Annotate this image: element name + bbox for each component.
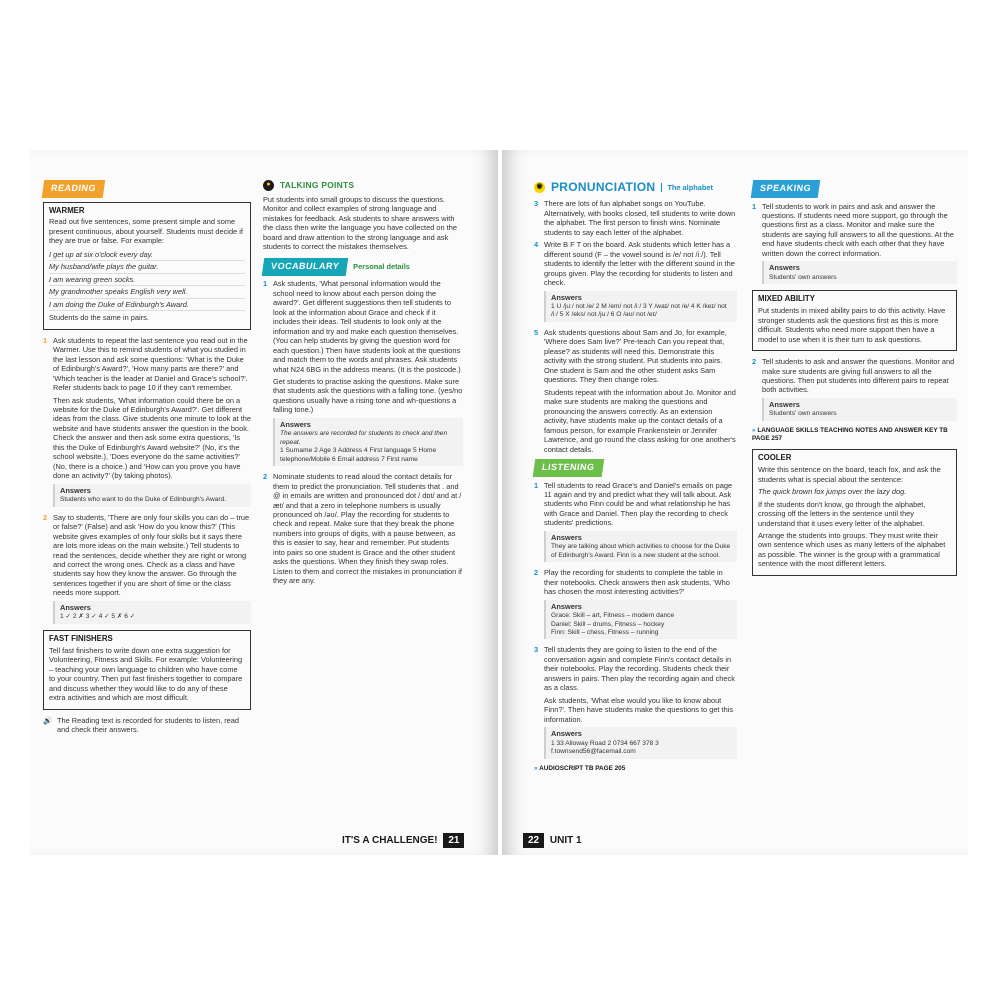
reference-text: LANGUAGE SKILLS TEACHING NOTES AND ANSWER KEY TB PAGE 257: [752, 426, 948, 443]
answers-box: [53, 484, 251, 507]
vocab-item-2: [263, 472, 463, 586]
answers-title: Answers: [769, 263, 800, 273]
item-number: 1: [752, 201, 757, 211]
answers-box: [53, 601, 251, 624]
item-number: 4: [534, 240, 539, 250]
answers-box: [544, 291, 737, 322]
answers-body: 1 U /juː/ not /e/ 2 M /em/ not /iː/ 3 Y /waɪ/ not /e/ 4 K /keɪ/ not /iː/ 5 X /eks/ not /juː/ 6 O /əʊ/ not /eɪ/: [551, 303, 727, 319]
footer-title: UNIT 1: [549, 835, 582, 846]
fast-finishers-title: FAST FINISHERS: [49, 633, 113, 643]
item-number: 2: [752, 357, 757, 367]
item-text: Ask students to repeat the last sentence you read out in the Warmer. Use this to remind students of what you studied in the last lesson and ask some questions: 'What is the Duke of Edinburgh's Award?', 'How many parts are there?' and 'Which teacher is the leader at Daniel and Grace's school?'. Refer students back to page 10 if they can't remember.: [53, 335, 248, 393]
pronunciation-icon: ◉: [534, 182, 545, 193]
fast-finishers-body: Tell fast finishers to write down one extra suggestion for Volunteering, Fitness and Skills. For example: Volunteering – teaching your own language to children who have come to your country. Then put fast finishers together to compare and discuss whether they would like to do any of these extra activities and which are most difficult.: [49, 645, 243, 703]
pronunciation-subtitle: The alphabet: [661, 183, 713, 192]
item-text: Ask students questions about Sam and Jo, for example, 'Where does Sam live?' Pre-teach Can you repeat that, please? as students will need this. Demonstrate this activity with the strong student. Put students into pairs. One student is Sam and the other student asks Sam questions. They then change roles.: [544, 327, 727, 385]
item-text: Tell students to ask and answer the questions. Monitor and make sure students are giving full answers to all the questions. Then put students into different pairs to repeat both activities.: [762, 357, 955, 395]
cooler-example: The quick brown fox jumps over the lazy dog.: [758, 487, 907, 497]
reading-item-2: [43, 513, 251, 598]
cooler-body: Arrange the students into groups. They must write their own sentence which uses as many letters of the alphabet as possible. The winner is the group with a grammatical sentence with the most different letters.: [758, 531, 946, 569]
answers-box: [273, 418, 463, 466]
vocabulary-heading: [263, 258, 463, 276]
speaking-item-1: [752, 202, 957, 259]
vocabulary-subtitle: Personal details: [353, 261, 410, 271]
recorded-text: The Reading text is recorded for students to listen, read and check their answers.: [57, 715, 239, 735]
vocab-item-1: [263, 279, 463, 415]
item-text: Students repeat with the information about Jo. Monitor and make sure students are making the questions and pronouncing the answers correctly. As an extension activity, have students make up the contact details of a famous person, for example Frankenstein or Jennifer Lawrence, and go round the class asking for one another's contact details.: [544, 387, 736, 454]
reading-badge: READING: [42, 180, 105, 198]
warmer-example: My husband/wife plays the guitar.: [49, 261, 245, 273]
item-number: 1: [263, 279, 268, 289]
warmer-intro: Read out five sentences, some present simple and some present continuous, about yourself. Students must decide if they are true or false. For example:: [49, 217, 243, 246]
right-footer: [520, 833, 582, 848]
pronunciation-title: PRONUNCIATION: [551, 180, 656, 194]
answers-title: Answers: [551, 532, 582, 542]
warmer-example: I get up at six o'clock every day.: [49, 249, 245, 261]
item-text: Tell students they are going to listen to the end of the conversation again and complete Finn's contact details in their notebooks. Play the recording. Students check their answers in pairs. Then play the recording again and check as a class.: [544, 645, 735, 693]
warmer-title: WARMER: [49, 205, 85, 215]
right-column-1: [534, 180, 737, 779]
answers-box: [762, 398, 957, 421]
right-page: [502, 150, 968, 855]
item-text: Ask students, 'What personal information would the school need to know about each person doing the award?'. Get different suggestions then tell students to look at the information about Grace and check if it includes their ideas. Tell students to look only at the information and try and make each question themselves. (You can help students by giving the question word for each question.) Then have students look at the questions and match them to the words and phrases. Ask students what N24 6BG in the address means. (It is the postcode.): [273, 279, 461, 374]
left-page: [30, 150, 498, 855]
reading-recorded-note: [43, 716, 251, 735]
cooler-box: [752, 449, 957, 576]
item-text: There are lots of fun alphabet songs on YouTube. Alternatively, with books closed, tell students to write down the alphabet. The first person to finish wins. Nominate students to say each letter of the alphabet.: [544, 199, 736, 237]
reference-text: AUDIOSCRIPT TB PAGE 205: [539, 764, 626, 772]
pronunciation-heading: [534, 180, 737, 195]
item-text: Tell students to read Grace's and Daniel's emails on page 11 again and try and predict what they will talk about. Ask students who Finn could be and what relationship he has with Grace and Daniel. Then play the recording to check students' predictions.: [544, 480, 733, 528]
answers-title: Answers: [551, 292, 582, 302]
item-text: Say to students, 'There are only four skills you can do – true or false?' (False) and ask 'How do you know this?' (This website gives examples of only four skills but it says there are lots more ideas on the main website.) Tell students to read the sentences, decide whether they are right or wrong and correct the wrong ones. Check as a class and have students say how they know the answer. Go through the sentences together if you are short of time or the class needs more support.: [53, 512, 250, 598]
warmer-outro: Students do the same in pairs.: [49, 313, 149, 323]
right-column-2: [752, 180, 957, 582]
warmer-example: My grandmother speaks English very well.: [49, 286, 245, 298]
answers-body: Students who want to do the Duke of Edinburgh's Award.: [60, 496, 227, 504]
talking-points-title: TALKING POINTS: [280, 180, 355, 191]
item-text: Get students to practise asking the questions. Make sure that students ask the questions with a falling tone. (yes/no questions usually have a rising tone and wh-questions a falling tone.): [273, 377, 463, 415]
answers-title: Answers: [280, 419, 311, 429]
answers-body: Students' own answers: [769, 410, 837, 418]
item-text: Tell students to work in pairs and ask and answer the questions. If students need more support, go through the questions first as a class. Monitor and make sure the students are saying full answers to all the questions. At the end have students check with each other that they have written down the correct information.: [762, 201, 954, 258]
pron-item-5: [534, 328, 737, 454]
reading-item-1: [43, 336, 251, 481]
answers-box: [544, 600, 737, 640]
answers-body: Students' own answers: [769, 273, 837, 281]
answers-line: Daniel: Skill – drums, Fitness – hockey: [551, 620, 665, 628]
answers-body: 1 ✓ 2 ✗ 3 ✓ 4 ✓ 5 ✗ 6 ✓: [60, 613, 136, 621]
answers-note: The answers are recorded for students to check and then repeat.: [280, 430, 448, 446]
answers-title: Answers: [551, 729, 582, 739]
item-number: 2: [534, 568, 539, 578]
footer-title: IT'S A CHALLENGE!: [342, 835, 438, 846]
left-column-2: [263, 180, 463, 589]
cooler-title: COOLER: [758, 453, 792, 463]
pron-item-4: [534, 240, 737, 287]
answers-body: 1 33 Alloway Road 2 0734 667 378 3 f.townsend56@facemail.com: [551, 739, 659, 756]
item-number: 2: [263, 472, 268, 482]
speaking-item-2: [752, 357, 957, 395]
speaking-badge: SPEAKING: [751, 180, 820, 198]
talking-points-heading: [263, 180, 463, 191]
answers-body: They are talking about which activities to choose for the Duke of Edinburgh's Award. Finn is a new student at the school.: [551, 543, 731, 559]
audioscript-reference: [534, 765, 737, 773]
item-number: 2: [43, 512, 48, 522]
warmer-example: I am doing the Duke of Edinburgh's Award.: [49, 299, 245, 311]
answers-title: Answers: [769, 399, 800, 409]
item-number: 1: [534, 480, 539, 490]
vocabulary-badge: VOCABULARY: [262, 258, 349, 276]
answers-body: 1 Surname 2 Age 3 Address 4 First language 5 Home telephone/Mobile 6 Email address 7 First name: [280, 447, 437, 463]
item-text: Write B F T on the board. Ask students which letter has a different sound (F – the vowel sound is /e/ not /iː/). Tell students to identify the letter with the different sound in the groups given. Play the recording for students to listen and check.: [544, 240, 735, 288]
mixed-ability-body: Put students in mixed ability pairs to do this activity. Have stronger students ask the questions first as this is more difficult. Students who need more support then have a model to use when it is their turn to ask questions.: [758, 306, 946, 344]
answers-title: Answers: [60, 485, 91, 495]
cooler-body: If the students don't know, go through the alphabet, crossing off the letters in the sentence until they understand that it uses every letter of the alphabet.: [758, 499, 926, 528]
item-text: Then ask students, 'What information could there be on a website for the Duke of Edinburgh's Award?'. Get different ideas from the class. Give students one minute to look at the website and have students answer the question in the book. Check the answer and then ask some extra questions, 'Is this the Duke of Edinburgh's Award website?' (No, it's the school website.), 'Does everyone do the same activities?' (No, there is a choice.) and 'How can you prove you have done an activity?' (by taking photos).: [53, 395, 252, 481]
listening-item-3: [534, 645, 737, 724]
item-text: Nominate students to read aloud the contact details for them to predict the pronunciation. Tell students that . and @ in emails are written and pronounced dot / dɒt/ and at /æt/ and that a zero in telephone numbers is usually pronounced oh /əʊ/. Play the recording for students to check and repeat. Make sure that they break the phone numbers into groups of digits, with a pause between, as this is easier to say, hear and remember. Put students into pairs so one student is Grace and the other student asks the questions. When they finish they swap roles. Listen to them and correct the mistakes in pronunciation if they are any.: [273, 472, 462, 586]
warmer-box: [43, 202, 251, 330]
item-text: Play the recording for students to complete the table in their notebooks. Check answers then ask students, 'Who has chosen the most interesting activities?': [544, 568, 730, 597]
talking-points-icon: ●: [263, 180, 274, 191]
page-number: 21: [443, 833, 464, 848]
cooler-body: Write this sentence on the board, teach fox, and ask the students what is special about the sentence:: [758, 465, 941, 484]
pron-item-3: [534, 199, 737, 237]
listening-item-2: [534, 568, 737, 596]
answers-line: Grace: Skill – art, Fitness – modern dance: [551, 612, 675, 620]
listening-badge: LISTENING: [533, 459, 604, 477]
item-number: 5: [534, 327, 539, 337]
item-number: 1: [43, 335, 48, 345]
double-chevron-icon: »: [752, 426, 756, 434]
answers-line: Finn: Skill – chess, Fitness – running: [551, 628, 659, 636]
answers-box: [544, 727, 737, 758]
left-column-1: [43, 180, 251, 737]
item-text: Ask students, 'What else would you like to know about Finn?'. Then have students make the questions to get this information.: [544, 695, 734, 724]
item-number: 3: [534, 199, 539, 209]
answers-box: [762, 261, 957, 284]
left-footer: [342, 833, 467, 848]
mixed-ability-title: MIXED ABILITY: [758, 294, 815, 304]
answers-title: Answers: [551, 601, 582, 611]
double-chevron-icon: »: [534, 764, 538, 772]
language-skills-reference: [752, 427, 957, 443]
speaker-icon: 🔊: [43, 715, 53, 725]
page-number: 22: [523, 833, 544, 848]
listening-item-1: [534, 481, 737, 528]
answers-title: Answers: [60, 602, 91, 612]
talking-points-body: Put students into small groups to discuss the questions. Monitor and collect examples of strong language and mistakes for feedback. Ask students to share answers with the class then write the language you have collected on the board and draw attention to the strong language and ask students to correct the mistakes themselves.: [263, 195, 457, 252]
mixed-ability-box: [752, 290, 957, 351]
fast-finishers-box: [43, 630, 251, 710]
item-number: 3: [534, 645, 539, 655]
warmer-example: I am wearing green socks.: [49, 274, 245, 286]
answers-box: [544, 531, 737, 562]
